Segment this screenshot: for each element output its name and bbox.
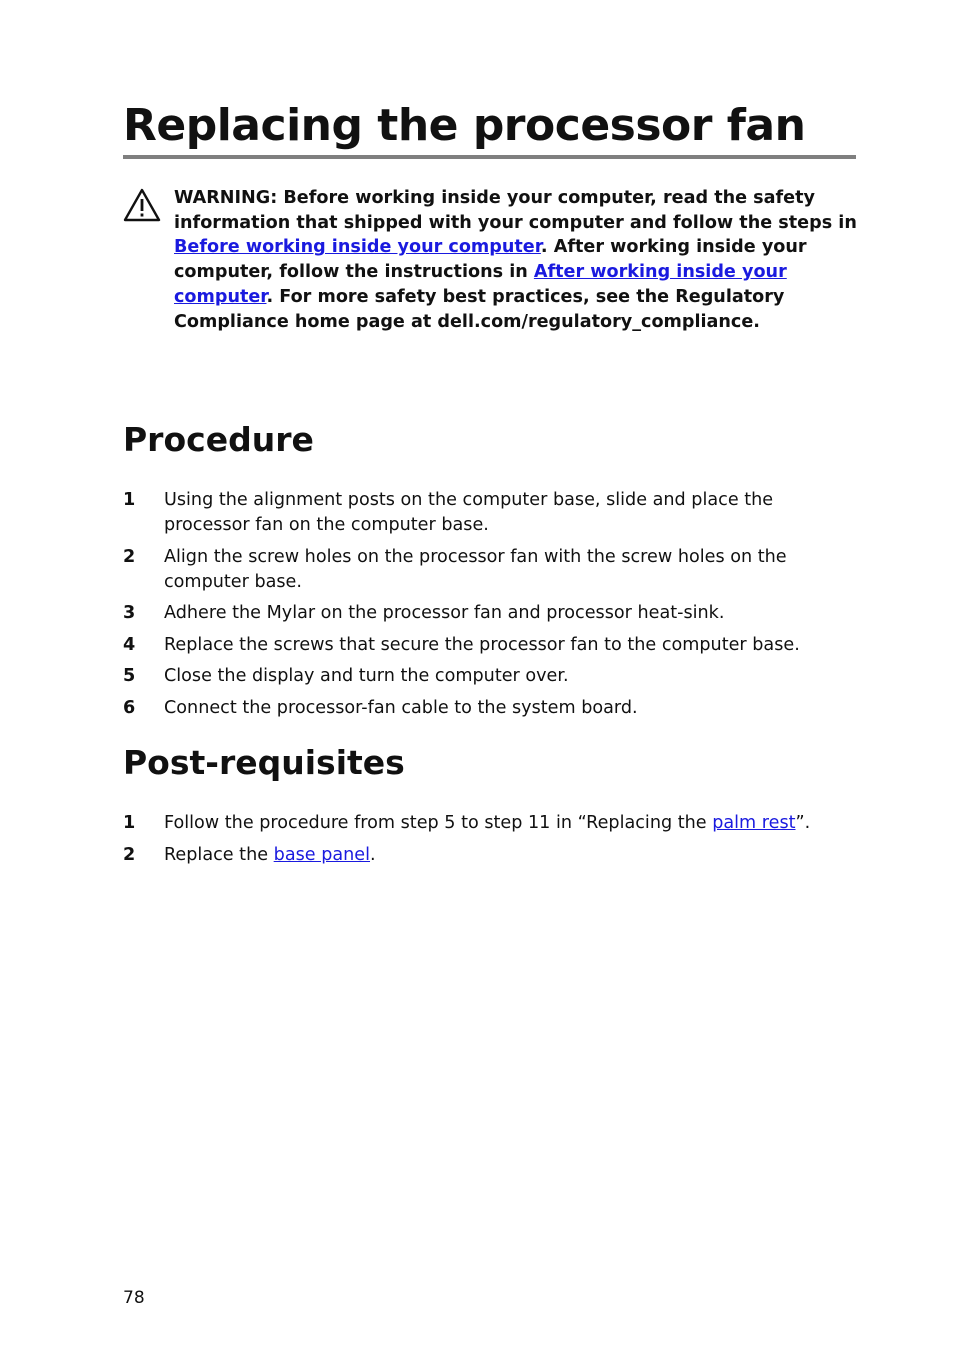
warning-mid-text: . After working inside your computer, follow the instructions in xyxy=(174,237,807,283)
step-text: Adhere the Mylar on the processor fan and processor heat-sink. xyxy=(164,603,725,623)
step-number: 2 xyxy=(123,547,136,567)
procedure-step xyxy=(123,633,856,658)
step-text-before: Follow the procedure from step 5 to step 11 in “Replacing the xyxy=(164,813,713,833)
procedure-steps xyxy=(123,488,856,720)
procedure-step xyxy=(123,545,856,594)
procedure-step xyxy=(123,601,856,626)
step-text xyxy=(164,811,834,836)
step-text: Using the alignment posts on the computer base, slide and place the processor fan on the computer base. xyxy=(164,490,774,535)
procedure-step xyxy=(123,488,856,535)
step-text: Connect the processor-fan cable to the system board. xyxy=(164,697,638,718)
warning-text xyxy=(174,186,858,334)
step-number: 2 xyxy=(123,844,136,865)
step-text-after: ”. xyxy=(795,813,811,833)
step-text: Close the display and turn the computer over. xyxy=(164,666,569,686)
step-text-before: Replace the xyxy=(164,844,274,865)
step-number: 1 xyxy=(123,813,136,833)
procedure-step xyxy=(123,696,856,721)
palm-rest-link[interactable]: palm rest xyxy=(712,813,796,833)
step-number: 4 xyxy=(123,634,136,655)
step-number: 5 xyxy=(123,666,136,686)
post-requisites-heading: Post-requisites xyxy=(123,743,405,782)
post-requisite-step xyxy=(123,811,856,836)
after-working-link[interactable]: After working inside your computer xyxy=(174,262,787,307)
page-title: Replacing the processor fan xyxy=(123,100,806,151)
post-requisites-steps xyxy=(123,811,856,867)
step-number: 3 xyxy=(123,603,136,623)
page-number: 78 xyxy=(123,1288,145,1308)
procedure-heading: Procedure xyxy=(123,420,314,459)
procedure-step xyxy=(123,664,856,689)
step-number: 6 xyxy=(123,697,136,718)
warning-lead-text: WARNING: Before working inside your computer, read the safety information that shipped with your computer and follow the steps in xyxy=(174,188,857,233)
post-requisite-step xyxy=(123,843,856,868)
step-text: Replace the screws that secure the processor fan to the computer base. xyxy=(164,634,800,655)
warning-triangle-icon xyxy=(123,188,161,222)
step-text xyxy=(164,843,834,868)
base-panel-link[interactable]: base panel xyxy=(273,844,371,865)
step-text-after: . xyxy=(370,844,376,865)
step-text: Align the screw holes on the processor fan with the screw holes on the computer base. xyxy=(164,547,787,592)
document-page xyxy=(123,0,856,1366)
before-working-link[interactable]: Before working inside your computer xyxy=(174,237,541,258)
title-underline-rule xyxy=(123,155,856,159)
warning-tail-text: . For more safety best practices, see the Regulatory Compliance home page at dell.com/regulatory_compliance. xyxy=(174,286,785,332)
step-number: 1 xyxy=(123,490,136,510)
